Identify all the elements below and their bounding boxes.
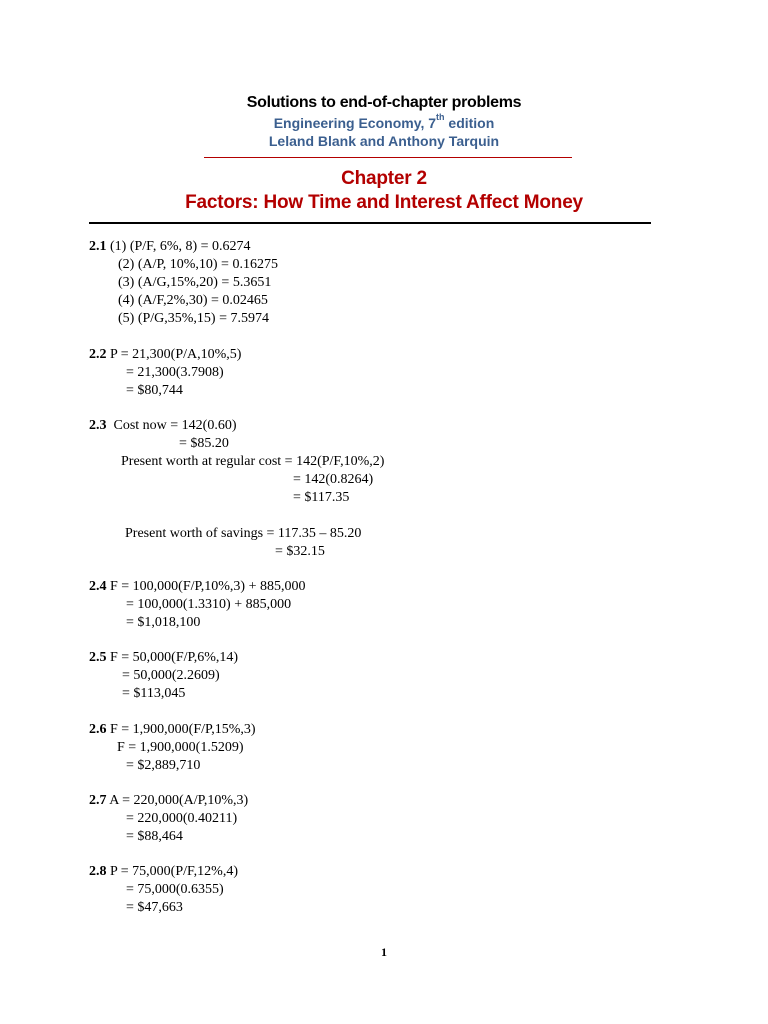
problem-2-5-line-3: = $113,045 — [122, 686, 186, 701]
problem-2-3-line-6: Present worth of savings = 117.35 – 85.20 — [125, 526, 362, 541]
problem-number: 2.1 — [89, 239, 107, 254]
chapter-subtitle: Factors: How Time and Interest Affect Money — [185, 192, 583, 213]
problem-2-5-line-1 — [89, 649, 238, 667]
problem-text: F = 1,900,000(F/P,15%,3) — [106, 722, 256, 737]
problem-2-1-line-2: (2) (A/P, 10%,10) = 0.16275 — [118, 257, 278, 272]
problem-2-6-line-3: = $2,889,710 — [126, 758, 201, 773]
problem-text: A = 220,000(A/P,10%,3) — [106, 793, 249, 808]
page-number: 1 — [381, 945, 387, 959]
problem-2-4-line-1 — [89, 578, 305, 596]
header-divider — [204, 157, 572, 158]
problem-number: 2.3 — [89, 418, 107, 433]
problem-2-1-line-1 — [89, 238, 251, 256]
problem-2-8-line-3: = $47,663 — [126, 900, 183, 915]
problem-2-5-line-2: = 50,000(2.2609) — [122, 668, 220, 683]
problem-2-4-line-2: = 100,000(1.3310) + 885,000 — [126, 597, 292, 612]
problem-2-7-line-1 — [89, 792, 248, 810]
problem-text: (1) (P/F, 6%, 8) = 0.6274 — [106, 239, 251, 254]
problem-2-2-line-1 — [89, 346, 241, 364]
document-title: Solutions to end-of-chapter problems — [246, 94, 522, 111]
problem-2-1-line-4: (4) (A/F,2%,30) = 0.02465 — [118, 293, 268, 308]
problem-number: 2.8 — [89, 864, 107, 879]
problem-2-3-line-1 — [89, 417, 237, 435]
problem-2-6-line-2: F = 1,900,000(1.5209) — [117, 740, 244, 755]
chapter-divider — [89, 222, 651, 224]
problem-2-3-line-3: Present worth at regular cost = 142(P/F,10%,2) — [121, 454, 385, 469]
problem-text: Cost now = 142(0.60) — [106, 418, 237, 433]
problem-2-1-line-5: (5) (P/G,35%,15) = 7.5974 — [118, 311, 269, 326]
problem-text: F = 50,000(F/P,6%,14) — [106, 650, 239, 665]
chapter-label: Chapter 2 — [341, 168, 427, 189]
problem-2-2-line-2: = 21,300(3.7908) — [126, 365, 224, 380]
problem-2-3-line-5: = $117.35 — [293, 490, 350, 505]
problem-number: 2.2 — [89, 347, 107, 362]
problem-2-1-line-3: (3) (A/G,15%,20) = 5.3651 — [118, 275, 272, 290]
problem-2-6-line-1 — [89, 721, 256, 739]
edition-superscript: th — [436, 112, 445, 122]
authors: Leland Blank and Anthony Tarquin — [268, 133, 500, 149]
problem-2-7-line-3: = $88,464 — [126, 829, 183, 844]
problem-2-2-line-3: = $80,744 — [126, 383, 183, 398]
problem-number: 2.6 — [89, 722, 107, 737]
problem-2-4-line-3: = $1,018,100 — [126, 615, 201, 630]
problem-2-7-line-2: = 220,000(0.40211) — [126, 811, 238, 826]
book-title: Engineering Economy, 7 — [273, 115, 437, 131]
problem-2-3-line-7: = $32.15 — [275, 544, 325, 559]
edition-suffix: edition — [444, 115, 495, 131]
problem-2-3-line-4: = 142(0.8264) — [293, 472, 374, 487]
problem-text: P = 21,300(P/A,10%,5) — [106, 347, 242, 362]
problem-2-8-line-2: = 75,000(0.6355) — [126, 882, 224, 897]
problem-text: F = 100,000(F/P,10%,3) + 885,000 — [106, 579, 306, 594]
problem-2-3-line-2: = $85.20 — [179, 436, 229, 451]
problem-number: 2.5 — [89, 650, 107, 665]
book-edition — [0, 112, 768, 131]
problem-text: P = 75,000(P/F,12%,4) — [106, 864, 238, 879]
problem-number: 2.7 — [89, 793, 107, 808]
problem-number: 2.4 — [89, 579, 107, 594]
problem-2-8-line-1 — [89, 863, 238, 881]
